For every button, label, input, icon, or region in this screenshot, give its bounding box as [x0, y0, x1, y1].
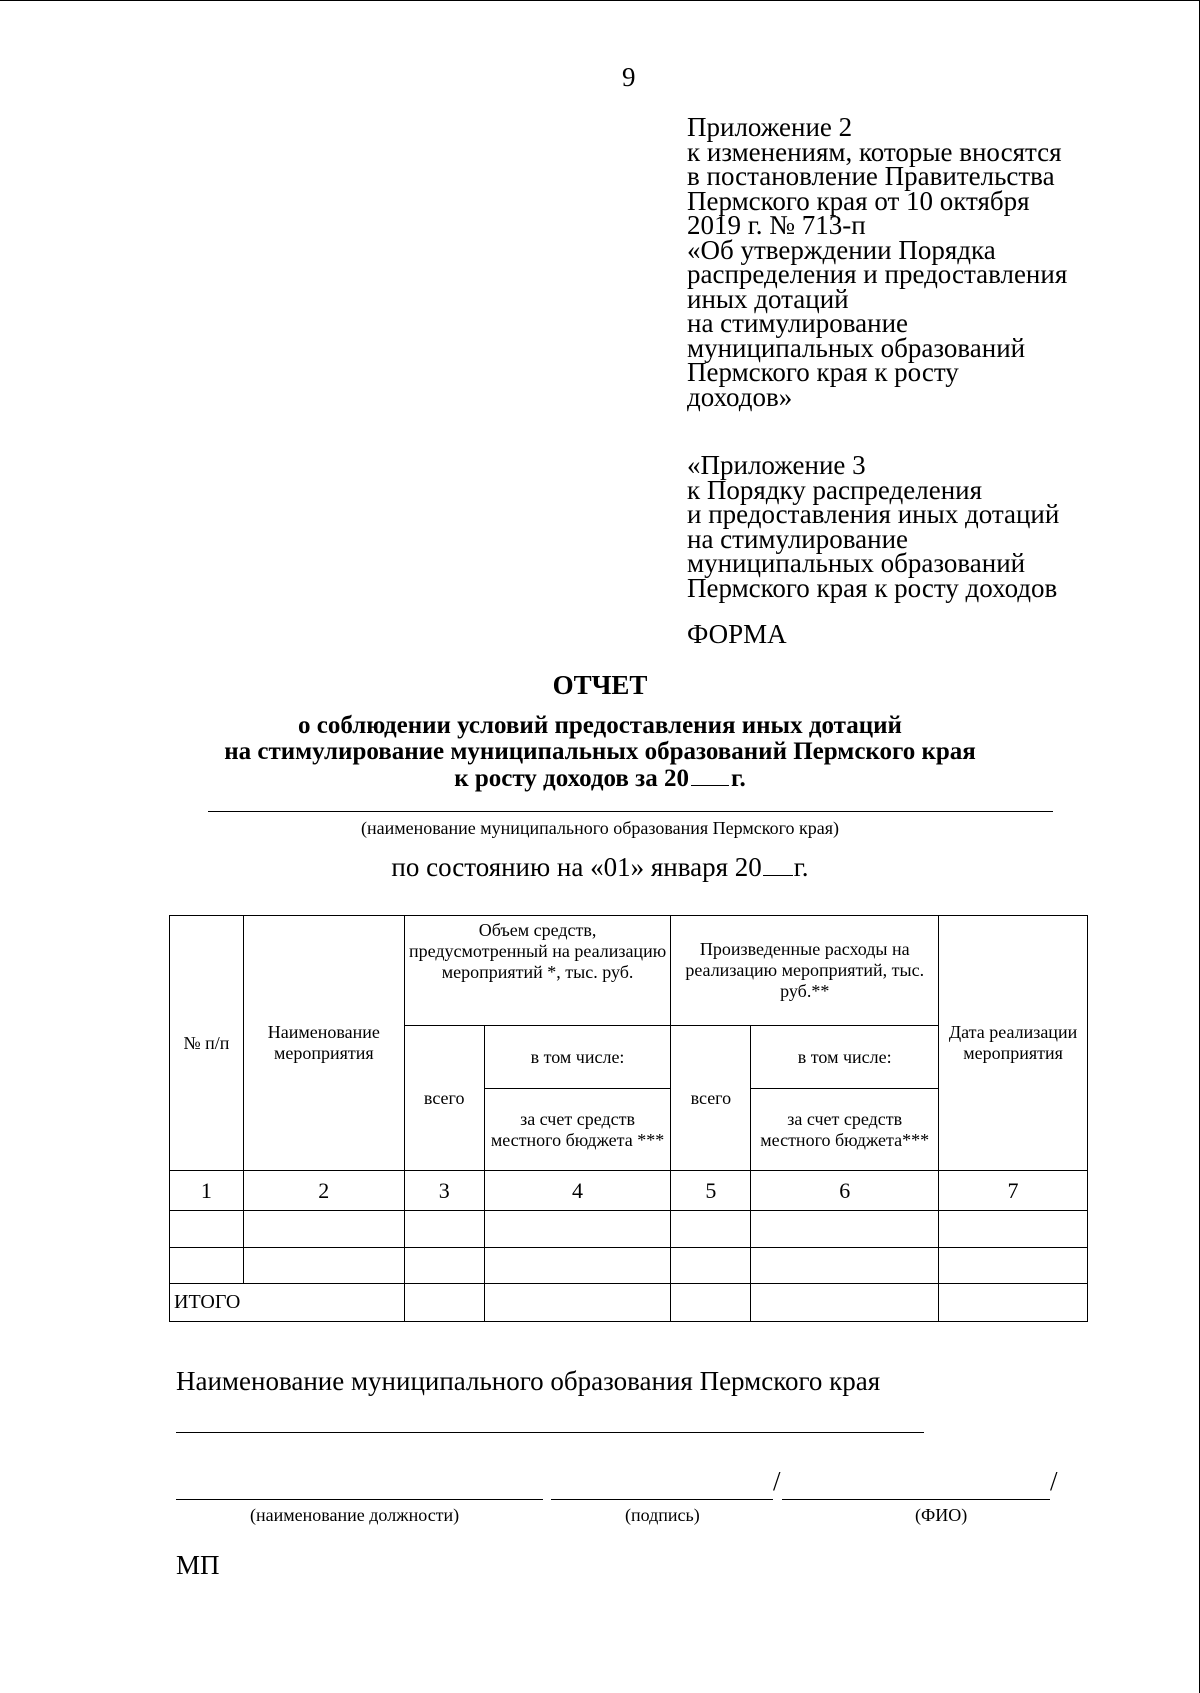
annex-sub-line: к Порядку распределения: [687, 474, 983, 505]
signature-municipality-title: Наименование муниципального образования Пермского края: [176, 1366, 881, 1396]
subtitle-line-period: [0, 765, 1200, 792]
table-cell[interactable]: [939, 1211, 1088, 1248]
table-cell[interactable]: [751, 1211, 939, 1248]
signature-line[interactable]: [551, 1499, 773, 1500]
annex-header-line: на стимулирование: [687, 308, 908, 338]
table-cell[interactable]: [751, 1284, 939, 1322]
table-total-row: [170, 1284, 1088, 1322]
col-header-planned: Объем средств, предусмотренный на реализацию мероприятий *, тыс. руб.: [404, 916, 671, 1026]
col-header-name: Наименование мероприятия: [243, 916, 404, 1171]
annex-header-line: Пермского края от 10 октября: [687, 185, 1030, 216]
annex-header-line: доходов»: [687, 381, 793, 412]
slash-separator: /: [773, 1466, 781, 1496]
col-header-planned-including: в том числе:: [484, 1026, 671, 1089]
annex-header-line: муниципальных образований: [687, 332, 1026, 363]
position-caption: (наименование должности): [250, 1505, 460, 1525]
signature-caption: (подпись): [625, 1505, 700, 1525]
table-row: [170, 1211, 1088, 1248]
col-header-spent-total: всего: [671, 1026, 751, 1171]
full-name-line[interactable]: [782, 1499, 1050, 1500]
table-cell[interactable]: [243, 1248, 404, 1284]
col-number: 3: [404, 1171, 484, 1211]
table-cell[interactable]: [404, 1211, 484, 1248]
col-number: 7: [939, 1171, 1088, 1211]
table-cell[interactable]: [671, 1211, 751, 1248]
annex-header-line: иных дотаций: [687, 283, 849, 314]
annex-subheader: [687, 450, 1060, 603]
col-header-date: Дата реализации мероприятия: [939, 916, 1088, 1171]
municipality-blank-line[interactable]: [208, 811, 1053, 812]
subtitle-period-text: к росту доходов за 20: [454, 765, 689, 792]
col-header-number: № п/п: [170, 916, 244, 1171]
col-header-spent-local: за счет средств местного бюджета***: [751, 1089, 939, 1171]
annex-header-line: Пермского края к росту: [687, 357, 959, 387]
annex-header-line: Приложение 2: [687, 112, 853, 142]
annex-header-line: в постановление Правительства: [687, 161, 1055, 191]
col-number: 2: [243, 1171, 404, 1211]
report-title: ОТЧЕТ: [552, 670, 648, 700]
name-caption: (ФИО): [915, 1505, 968, 1525]
annex-header-line: к изменениям, которые вносятся: [687, 136, 1062, 167]
subtitle-line: на стимулирование муниципальных образований Пермского края: [224, 738, 976, 765]
table-cell[interactable]: [484, 1284, 671, 1322]
stamp-placeholder: МП: [176, 1550, 220, 1580]
report-subtitle: [0, 713, 1200, 792]
table-header-row: [170, 916, 1088, 1026]
annex-sub-line: муниципальных образований: [687, 548, 1026, 578]
annex-sub-line: Пермского края к росту доходов: [687, 572, 1058, 603]
table-row: [170, 1248, 1088, 1284]
form-label: ФОРМА: [687, 619, 787, 649]
table-cell[interactable]: [484, 1211, 671, 1248]
page-number: 9: [622, 62, 636, 92]
col-number: 5: [671, 1171, 751, 1211]
table-cell[interactable]: [939, 1284, 1088, 1322]
col-header-planned-local: за счет средств местного бюджета ***: [484, 1089, 671, 1171]
annex-sub-line: и предоставления иных дотаций: [687, 499, 1060, 529]
signature-municipality-line[interactable]: [176, 1432, 924, 1433]
table-cell[interactable]: [170, 1211, 244, 1248]
annex-sub-line: «Приложение 3: [687, 450, 866, 480]
table-cell[interactable]: [484, 1248, 671, 1284]
annex-header-line: 2019 г. № 713-п: [687, 210, 866, 240]
slash-separator: /: [1050, 1466, 1058, 1496]
as-of-suffix: г.: [793, 852, 809, 882]
as-of-date: [0, 852, 1200, 883]
table-cell[interactable]: [170, 1248, 244, 1284]
annex-sub-line: на стимулирование: [687, 523, 908, 554]
table-cell[interactable]: [243, 1211, 404, 1248]
subtitle-period-suffix: г.: [730, 765, 746, 792]
col-number: 6: [751, 1171, 939, 1211]
table-cell[interactable]: [404, 1248, 484, 1284]
table-cell[interactable]: [671, 1284, 751, 1322]
table-cell[interactable]: [671, 1248, 751, 1284]
table-numbering-row: [170, 1171, 1088, 1211]
position-line[interactable]: [176, 1499, 543, 1500]
table-cell[interactable]: [404, 1284, 484, 1322]
col-header-spent-including: в том числе:: [751, 1026, 939, 1089]
col-number: 4: [484, 1171, 671, 1211]
year-blank[interactable]: [691, 765, 729, 786]
annex-header-line: «Об утверждении Порядка: [687, 234, 996, 265]
report-table: [169, 915, 1088, 1322]
subtitle-line: о соблюдении условий предоставления иных дотаций: [298, 712, 902, 739]
as-of-text: по состоянию на «01» января 20: [391, 852, 762, 882]
col-number: 1: [170, 1171, 244, 1211]
table-cell[interactable]: [939, 1248, 1088, 1284]
annex-header-line: распределения и предоставления: [687, 259, 1068, 289]
col-header-planned-total: всего: [404, 1026, 484, 1171]
annex-header: [687, 112, 1068, 412]
as-of-year-blank[interactable]: [763, 855, 793, 876]
col-header-spent: Произведенные расходы на реализацию мероприятий, тыс. руб.**: [671, 916, 939, 1026]
municipality-caption: (наименование муниципального образования Пермского края): [360, 818, 840, 838]
total-label: ИТОГО: [170, 1284, 405, 1322]
table-cell[interactable]: [751, 1248, 939, 1284]
